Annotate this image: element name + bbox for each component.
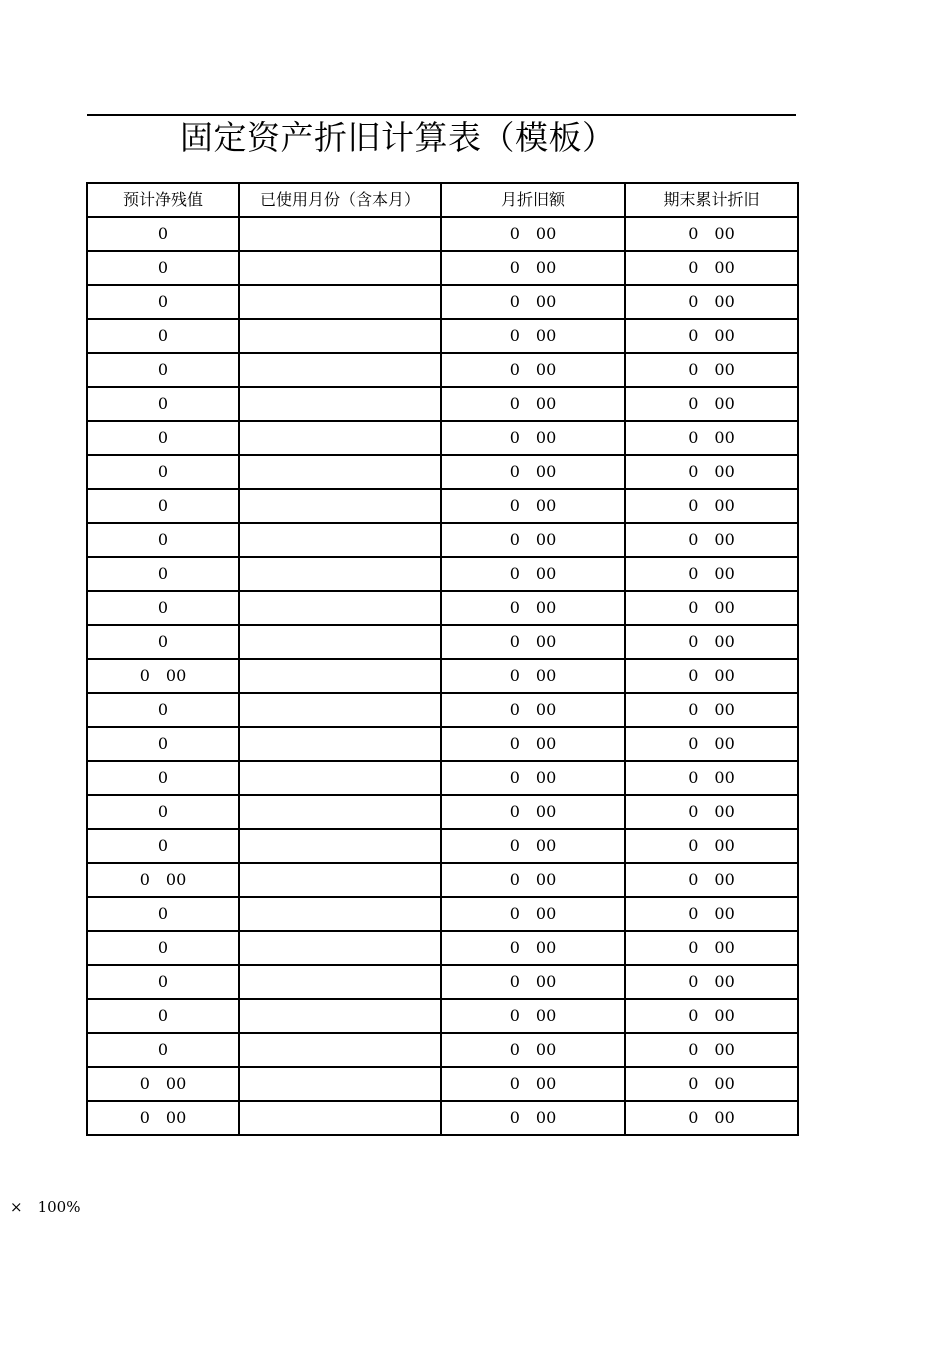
cell-estimated-net-residual-value: 0: [87, 1033, 239, 1067]
table-row: [87, 489, 798, 523]
table-row: [87, 217, 798, 251]
table-row: [87, 591, 798, 625]
table-row: [87, 421, 798, 455]
table-row: [87, 727, 798, 761]
cell-months-used: [239, 1033, 441, 1067]
cell-monthly-depreciation: 0 00: [441, 659, 625, 693]
cell-monthly-depreciation: 0 00: [441, 557, 625, 591]
cell-estimated-net-residual-value: 0: [87, 931, 239, 965]
table-body: [87, 217, 798, 1135]
cell-estimated-net-residual-value: 0: [87, 489, 239, 523]
cell-estimated-net-residual-value: 0: [87, 965, 239, 999]
cell-accumulated-depreciation: 0 00: [625, 319, 798, 353]
cell-accumulated-depreciation: 0 00: [625, 761, 798, 795]
table-row: [87, 285, 798, 319]
cell-estimated-net-residual-value: 0: [87, 217, 239, 251]
cell-estimated-net-residual-value: 0: [87, 829, 239, 863]
cell-months-used: [239, 693, 441, 727]
cell-estimated-net-residual-value: 0: [87, 523, 239, 557]
cell-months-used: [239, 625, 441, 659]
table-row: [87, 931, 798, 965]
cell-accumulated-depreciation: 0 00: [625, 557, 798, 591]
header-monthly-depreciation: 月折旧额: [441, 183, 625, 217]
cell-monthly-depreciation: 0 00: [441, 319, 625, 353]
depreciation-table: [86, 182, 799, 1136]
cell-estimated-net-residual-value: 0: [87, 387, 239, 421]
cell-accumulated-depreciation: 0 00: [625, 353, 798, 387]
cell-monthly-depreciation: 0 00: [441, 251, 625, 285]
cell-estimated-net-residual-value: 0: [87, 727, 239, 761]
cell-months-used: [239, 761, 441, 795]
cell-estimated-net-residual-value: 0: [87, 557, 239, 591]
cell-months-used: [239, 319, 441, 353]
cell-estimated-net-residual-value: 0 00: [87, 1101, 239, 1135]
table-row: [87, 1101, 798, 1135]
cell-monthly-depreciation: 0 00: [441, 693, 625, 727]
cell-monthly-depreciation: 0 00: [441, 829, 625, 863]
cell-estimated-net-residual-value: 0: [87, 795, 239, 829]
cell-months-used: [239, 285, 441, 319]
table-row: [87, 251, 798, 285]
table-row: [87, 557, 798, 591]
table-row: [87, 523, 798, 557]
cell-months-used: [239, 557, 441, 591]
cell-months-used: [239, 421, 441, 455]
cell-accumulated-depreciation: 0 00: [625, 965, 798, 999]
header-accumulated-depreciation: 期末累计折旧: [625, 183, 798, 217]
cell-months-used: [239, 1067, 441, 1101]
cell-estimated-net-residual-value: 0: [87, 353, 239, 387]
cell-months-used: [239, 353, 441, 387]
cell-months-used: [239, 591, 441, 625]
cell-accumulated-depreciation: 0 00: [625, 217, 798, 251]
table-row: [87, 659, 798, 693]
cell-accumulated-depreciation: 0 00: [625, 387, 798, 421]
cell-monthly-depreciation: 0 00: [441, 897, 625, 931]
cell-months-used: [239, 659, 441, 693]
cell-estimated-net-residual-value: 0: [87, 251, 239, 285]
cell-monthly-depreciation: 0 00: [441, 523, 625, 557]
cell-monthly-depreciation: 0 00: [441, 965, 625, 999]
cell-accumulated-depreciation: 0 00: [625, 999, 798, 1033]
cell-estimated-net-residual-value: 0 00: [87, 1067, 239, 1101]
table-row: [87, 965, 798, 999]
cell-accumulated-depreciation: 0 00: [625, 489, 798, 523]
cell-accumulated-depreciation: 0 00: [625, 863, 798, 897]
cell-estimated-net-residual-value: 0: [87, 999, 239, 1033]
cell-accumulated-depreciation: 0 00: [625, 693, 798, 727]
cell-months-used: [239, 829, 441, 863]
cell-months-used: [239, 523, 441, 557]
page-title: 固定资产折旧计算表（模板）: [180, 118, 616, 157]
cell-accumulated-depreciation: 0 00: [625, 659, 798, 693]
table-row: [87, 897, 798, 931]
cell-accumulated-depreciation: 0 00: [625, 727, 798, 761]
cell-estimated-net-residual-value: 0 00: [87, 659, 239, 693]
cell-monthly-depreciation: 0 00: [441, 727, 625, 761]
cell-months-used: [239, 897, 441, 931]
cell-monthly-depreciation: 0 00: [441, 795, 625, 829]
cell-estimated-net-residual-value: 0: [87, 591, 239, 625]
cell-monthly-depreciation: 0 00: [441, 285, 625, 319]
cell-estimated-net-residual-value: 0: [87, 421, 239, 455]
cell-accumulated-depreciation: 0 00: [625, 455, 798, 489]
cell-monthly-depreciation: 0 00: [441, 353, 625, 387]
cell-accumulated-depreciation: 0 00: [625, 795, 798, 829]
table-row: [87, 353, 798, 387]
table-row: [87, 1033, 798, 1067]
cell-monthly-depreciation: 0 00: [441, 761, 625, 795]
cell-monthly-depreciation: 0 00: [441, 217, 625, 251]
cell-months-used: [239, 1101, 441, 1135]
cell-estimated-net-residual-value: 0: [87, 455, 239, 489]
cell-accumulated-depreciation: 0 00: [625, 625, 798, 659]
cell-monthly-depreciation: 0 00: [441, 1101, 625, 1135]
cell-monthly-depreciation: 0 00: [441, 421, 625, 455]
table-row: [87, 625, 798, 659]
cell-accumulated-depreciation: 0 00: [625, 1033, 798, 1067]
cell-months-used: [239, 999, 441, 1033]
cell-months-used: [239, 251, 441, 285]
cell-accumulated-depreciation: 0 00: [625, 285, 798, 319]
cell-months-used: [239, 931, 441, 965]
cell-accumulated-depreciation: 0 00: [625, 421, 798, 455]
cell-accumulated-depreciation: 0 00: [625, 829, 798, 863]
cell-accumulated-depreciation: 0 00: [625, 897, 798, 931]
header-estimated-net-residual-value: 预计净残值: [87, 183, 239, 217]
cell-estimated-net-residual-value: 0: [87, 625, 239, 659]
cell-accumulated-depreciation: 0 00: [625, 1067, 798, 1101]
cell-monthly-depreciation: 0 00: [441, 999, 625, 1033]
cell-months-used: [239, 387, 441, 421]
table-row: [87, 863, 798, 897]
cell-months-used: [239, 795, 441, 829]
cell-monthly-depreciation: 0 00: [441, 1067, 625, 1101]
cell-months-used: [239, 965, 441, 999]
table-row: [87, 1067, 798, 1101]
cell-estimated-net-residual-value: 0 00: [87, 863, 239, 897]
cell-monthly-depreciation: 0 00: [441, 625, 625, 659]
table-row: [87, 319, 798, 353]
table-row: [87, 795, 798, 829]
cell-accumulated-depreciation: 0 00: [625, 251, 798, 285]
cell-monthly-depreciation: 0 00: [441, 591, 625, 625]
cell-months-used: [239, 489, 441, 523]
table-header-row: [87, 183, 798, 217]
cell-estimated-net-residual-value: 0: [87, 897, 239, 931]
cell-months-used: [239, 217, 441, 251]
cell-monthly-depreciation: 0 00: [441, 489, 625, 523]
cell-estimated-net-residual-value: 0: [87, 693, 239, 727]
cell-accumulated-depreciation: 0 00: [625, 1101, 798, 1135]
cell-accumulated-depreciation: 0 00: [625, 523, 798, 557]
cell-accumulated-depreciation: 0 00: [625, 591, 798, 625]
cell-estimated-net-residual-value: 0: [87, 761, 239, 795]
cell-months-used: [239, 455, 441, 489]
table-row: [87, 999, 798, 1033]
cell-monthly-depreciation: 0 00: [441, 387, 625, 421]
cell-monthly-depreciation: 0 00: [441, 863, 625, 897]
cell-estimated-net-residual-value: 0: [87, 319, 239, 353]
table-row: [87, 455, 798, 489]
cell-accumulated-depreciation: 0 00: [625, 931, 798, 965]
cell-monthly-depreciation: 0 00: [441, 1033, 625, 1067]
table-row: [87, 761, 798, 795]
cell-estimated-net-residual-value: 0: [87, 285, 239, 319]
cell-months-used: [239, 727, 441, 761]
header-months-used: 已使用月份（含本月）: [239, 183, 441, 217]
cell-monthly-depreciation: 0 00: [441, 931, 625, 965]
table-row: [87, 387, 798, 421]
cell-months-used: [239, 863, 441, 897]
cell-monthly-depreciation: 0 00: [441, 455, 625, 489]
table-row: [87, 829, 798, 863]
table-row: [87, 693, 798, 727]
scale-footnote: × 100%: [10, 1198, 81, 1216]
